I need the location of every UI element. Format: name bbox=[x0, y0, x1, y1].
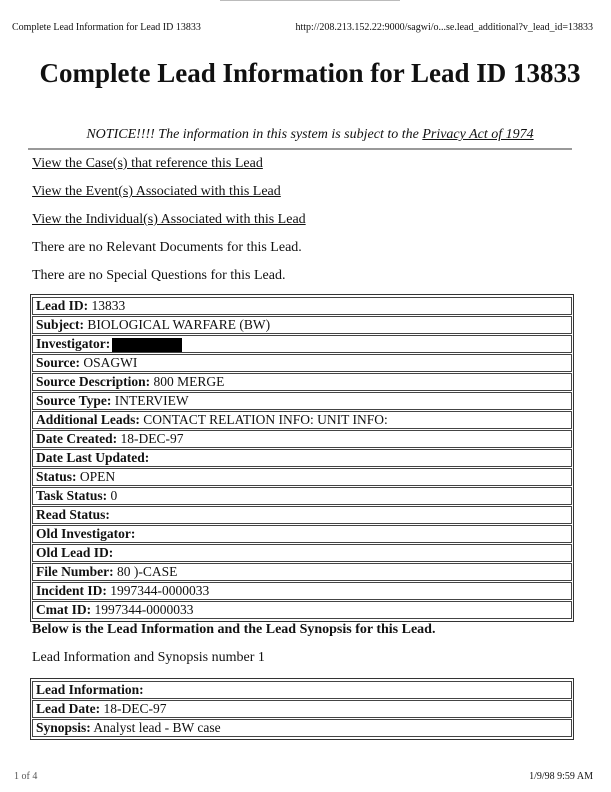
field-label: Investigator: bbox=[36, 336, 111, 351]
horizontal-rule bbox=[28, 148, 572, 150]
row-source bbox=[32, 354, 572, 372]
field-value: INTERVIEW bbox=[111, 393, 189, 408]
field-label: File Number: bbox=[36, 564, 114, 579]
row-read-status bbox=[32, 506, 572, 524]
row-source-description bbox=[32, 373, 572, 391]
lead-links bbox=[32, 156, 306, 296]
field-value: 800 MERGE bbox=[150, 374, 225, 389]
field-label: Source Description: bbox=[36, 374, 151, 389]
row-file-number bbox=[32, 563, 572, 581]
notice-text: NOTICE!!!! The information in this system is subject to the bbox=[86, 127, 423, 142]
row-lead-information bbox=[32, 681, 572, 699]
synopsis-number: Lead Information and Synopsis number 1 bbox=[32, 650, 265, 665]
view-cases-link[interactable]: View the Case(s) that reference this Lead bbox=[32, 156, 263, 171]
row-subject bbox=[32, 316, 572, 334]
field-label: Task Status: bbox=[36, 488, 108, 503]
field-label: Source Type: bbox=[36, 393, 112, 408]
row-investigator bbox=[32, 335, 572, 353]
field-label: Date Created: bbox=[36, 431, 118, 446]
field-value: OPEN bbox=[76, 469, 116, 484]
row-incident-id bbox=[32, 582, 572, 600]
row-additional-leads bbox=[32, 411, 572, 429]
field-label: Status: bbox=[36, 469, 77, 484]
field-value: Analyst lead - BW case bbox=[90, 720, 221, 735]
field-label: Synopsis: bbox=[36, 720, 91, 735]
field-label: Lead Date: bbox=[36, 701, 101, 716]
field-value: 13833 bbox=[88, 298, 126, 313]
view-events-link[interactable]: View the Event(s) Associated with this Lead bbox=[32, 184, 281, 199]
lead-details-table bbox=[30, 294, 574, 622]
field-value: 18-DEC-97 bbox=[117, 431, 184, 446]
field-value: OSAGWI bbox=[80, 355, 138, 370]
field-label: Source: bbox=[36, 355, 80, 370]
field-label: Read Status: bbox=[36, 507, 110, 522]
field-value: 1997344-0000033 bbox=[91, 602, 194, 617]
page-counter: 1 of 4 bbox=[14, 771, 38, 782]
top-edge-line bbox=[220, 0, 400, 1]
field-label: Subject: bbox=[36, 317, 84, 332]
row-synopsis bbox=[32, 719, 572, 737]
field-value: BIOLOGICAL WARFARE (BW) bbox=[84, 317, 271, 332]
field-label: Additional Leads: bbox=[36, 412, 140, 427]
print-header-title: Complete Lead Information for Lead ID 13833 bbox=[12, 22, 201, 33]
print-header-url: http://208.213.152.22:9000/sagwi/o...se.lead_additional?v_lead_id=13833 bbox=[295, 22, 593, 33]
no-documents-text: There are no Relevant Documents for this Lead. bbox=[32, 240, 302, 255]
redaction-block bbox=[112, 338, 182, 352]
row-cmat-id bbox=[32, 601, 572, 619]
field-value: CONTACT RELATION INFO: UNIT INFO: bbox=[139, 412, 388, 427]
row-date-last-updated bbox=[32, 449, 572, 467]
field-value: 80 )-CASE bbox=[113, 564, 178, 579]
field-label: Old Lead ID: bbox=[36, 545, 114, 560]
page-title: Complete Lead Information for Lead ID 13833 bbox=[39, 58, 581, 88]
row-old-investigator bbox=[32, 525, 572, 543]
print-timestamp: 1/9/98 9:59 AM bbox=[529, 771, 593, 782]
row-date-created bbox=[32, 430, 572, 448]
field-value: 18-DEC-97 bbox=[100, 701, 167, 716]
row-lead-id bbox=[32, 297, 572, 315]
section-heading: Below is the Lead Information and the Lead Synopsis for this Lead. bbox=[32, 622, 436, 637]
no-questions-text: There are no Special Questions for this Lead. bbox=[32, 268, 286, 283]
privacy-act-link[interactable]: Privacy Act of 1974 bbox=[422, 127, 534, 142]
row-lead-date bbox=[32, 700, 572, 718]
field-label: Incident ID: bbox=[36, 583, 107, 598]
field-label: Lead ID: bbox=[36, 298, 89, 313]
lead-synopsis-table bbox=[30, 678, 574, 740]
field-value: 0 bbox=[107, 488, 118, 503]
field-value: 1997344-0000033 bbox=[106, 583, 210, 598]
row-source-type bbox=[32, 392, 572, 410]
row-task-status bbox=[32, 487, 572, 505]
row-old-lead-id bbox=[32, 544, 572, 562]
row-status bbox=[32, 468, 572, 486]
field-label: Old Investigator: bbox=[36, 526, 136, 541]
field-label: Date Last Updated: bbox=[36, 450, 150, 465]
field-label: Lead Information: bbox=[36, 682, 144, 697]
privacy-notice bbox=[30, 127, 590, 143]
field-label: Cmat ID: bbox=[36, 602, 92, 617]
view-individuals-link[interactable]: View the Individual(s) Associated with this Lead bbox=[32, 212, 306, 227]
